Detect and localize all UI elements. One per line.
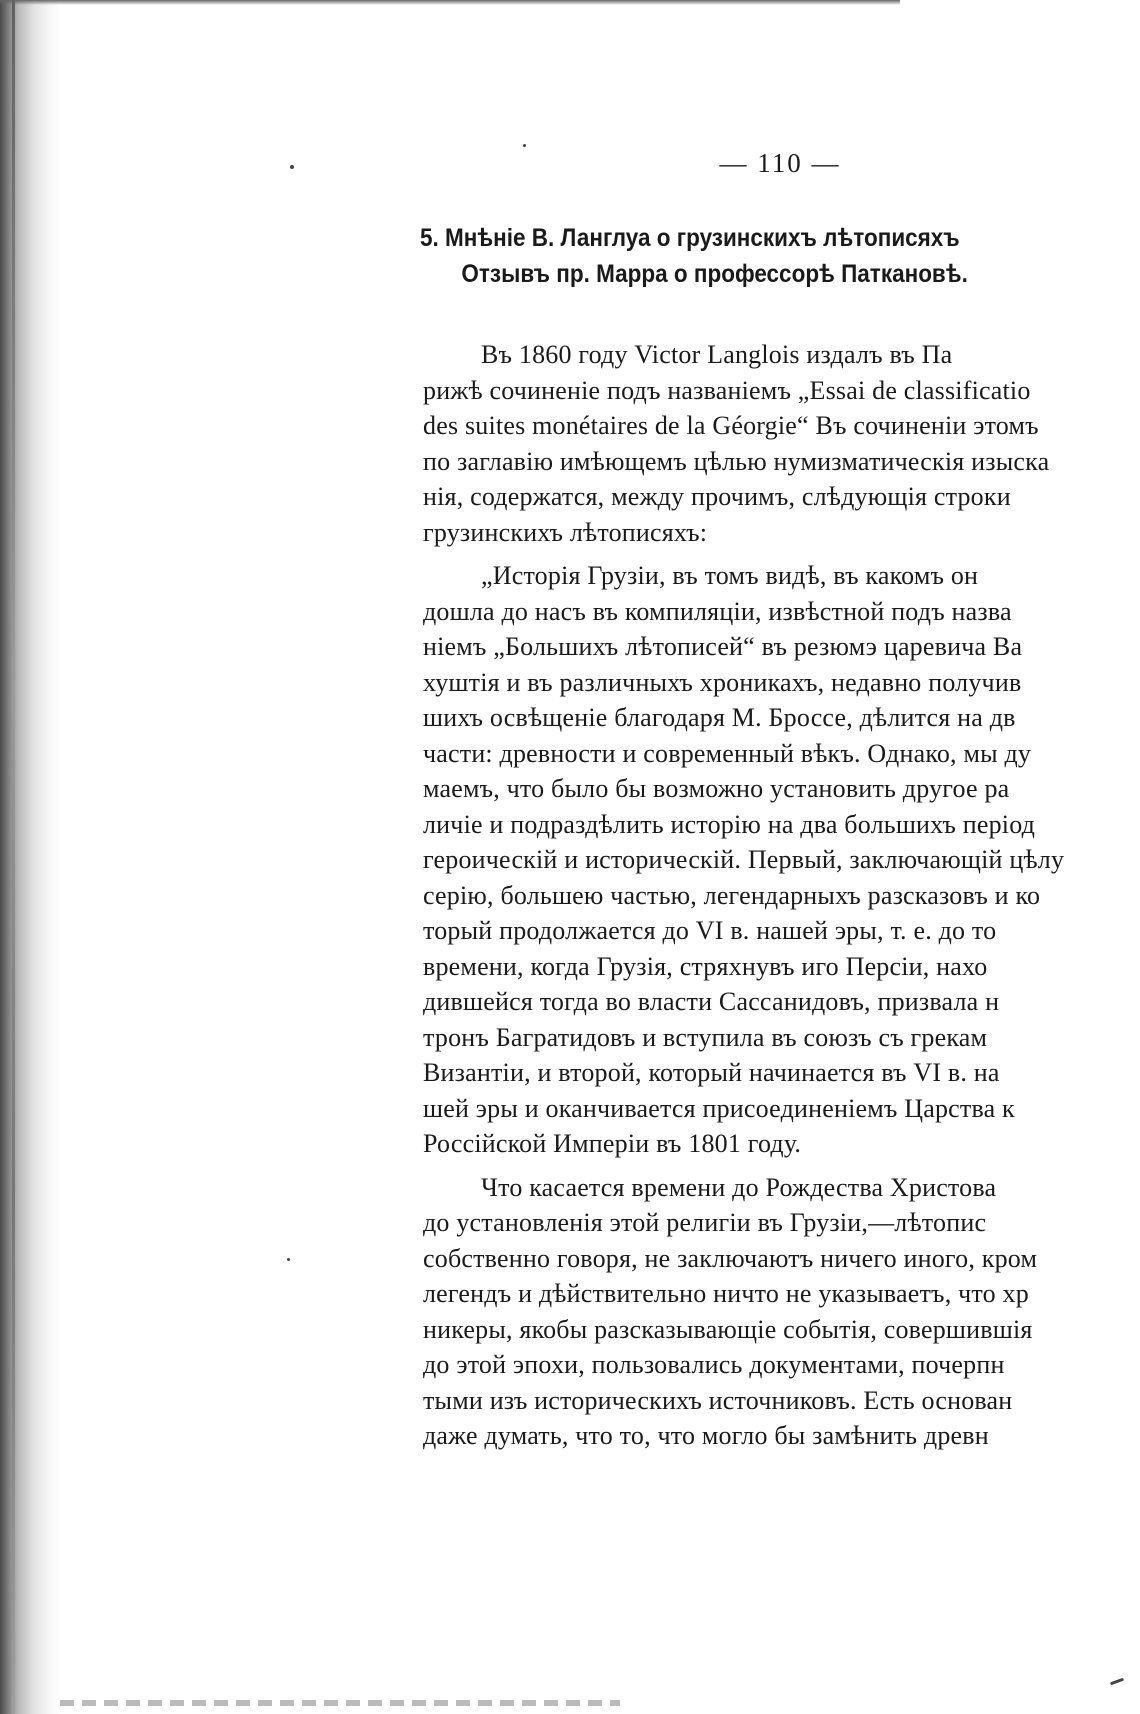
scan-speck (1110, 1678, 1124, 1686)
scan-speck (290, 165, 294, 169)
text-line: легендъ и дѣйствительно ничто не указываетъ, что хр (423, 1279, 1029, 1308)
scan-speck (287, 1258, 290, 1261)
scan-top-edge (0, 0, 900, 5)
text-line: собственно говоря, не заключаютъ ничего иного, кром (423, 1243, 1038, 1273)
text-line: Россійской Имперіи въ 1801 году. (423, 1129, 802, 1158)
text-line: героическій и историческій. Первый, заключающій цѣлу (423, 845, 1065, 874)
text-line: нія, содержатся, между прочимъ, слѣдующія строки (423, 482, 1011, 511)
spine-streak (12, 0, 15, 1714)
text-line: личіе и подраздѣлить исторію на два большихъ період (423, 809, 1036, 839)
text-line: дошла до насъ въ компиляціи, извѣстной подъ назва (423, 596, 1012, 626)
text-line: времени, когда Грузія, стряхнувъ иго Персіи, нахо (423, 951, 988, 981)
text-line: ніемъ „Большихъ лѣтописей“ въ резюмэ царевича Ва (423, 632, 1023, 661)
text-line: торый продолжается до VI в. нашей эры, т. е. до то (423, 916, 997, 945)
text-line: Что касается времени до Рождества Христова (481, 1172, 997, 1202)
text-line: рижѣ сочиненіе подъ названіемъ „Essai de classificatio (423, 375, 1031, 405)
text-line: серію, большею частью, легендарныхъ разсказовъ и ко (423, 880, 1041, 910)
page-number: — 110 — (719, 148, 841, 178)
scan-bottom-edge (60, 1700, 620, 1706)
text-line: Въ 1860 году Victor Langlois издалъ въ Па (481, 340, 953, 369)
text-line: никеры, якобы разсказывающіе событія, совершившія (423, 1314, 1033, 1344)
text-line: грузинскихъ лѣтописяхъ: (423, 517, 708, 547)
section-heading (420, 220, 1068, 292)
text-line: даже думать, что то, что могло бы замѣнить древн (423, 1421, 989, 1450)
text-line: хуштія и въ различныхъ хроникахъ, недавно получив (423, 667, 1022, 697)
text-line: до установленія этой религіи въ Грузіи,—лѣтопис (423, 1208, 987, 1237)
text-line: маемъ, что было бы возможно установить другое ра (423, 774, 1010, 803)
text-line: дившейся тогда во власти Сассанидовъ, призвала н (423, 987, 1000, 1016)
book-spine-shadow (0, 0, 60, 1714)
text-line: части: древности и современный вѣкъ. Однако, мы ду (423, 738, 1032, 768)
text-line: des suites monétaires de la Géorgie“ Въ сочиненіи этомъ (423, 411, 1039, 440)
section-heading-line: Отзывъ пр. Марра о профессорѣ Паткановѣ. (461, 260, 968, 288)
text-line: по заглавію имѣющемъ цѣлью нумизматическія изыска (423, 446, 1050, 476)
body-text (423, 337, 1140, 1454)
text-line: шей эры и оканчивается присоединеніемъ Царства к (423, 1093, 1015, 1123)
text-line: „Исторія Грузіи, въ томъ видѣ, въ какомъ он (481, 561, 979, 590)
text-line: до этой эпохи, пользовались документами, почерпн (423, 1350, 1005, 1379)
text-line: Византіи, и второй, который начинается въ VI в. на (423, 1058, 1000, 1087)
scan-speck (523, 144, 526, 147)
text-line: шихъ освѣщеніе благодаря М. Броссе, дѣлится на дв (423, 703, 1016, 732)
text-line: тыми изъ историческихъ источниковъ. Есть основан (423, 1385, 1013, 1415)
section-heading-line: 5. Мнѣніе В. Ланглуа о грузинскихъ лѣтописяхъ (420, 224, 960, 252)
text-line: тронъ Багратидовъ и вступила въ союзъ съ грекам (423, 1022, 988, 1052)
